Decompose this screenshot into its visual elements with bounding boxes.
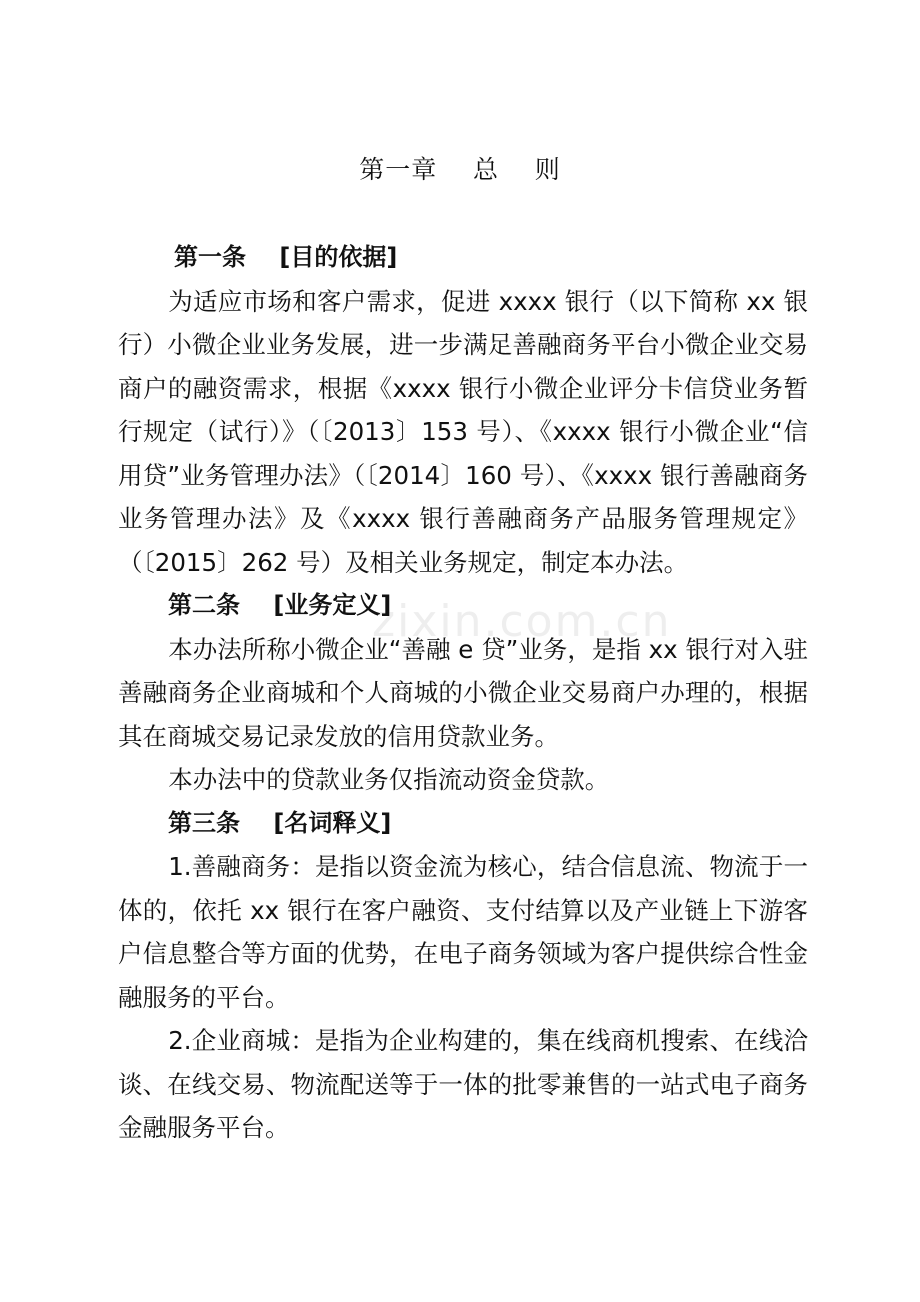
article-2-paragraph: 本办法中的贷款业务仅指流动资金贷款。 [168,765,610,794]
article-2-heading: 第二条 [业务定义] [168,591,392,619]
article-3-paragraph: 2.企业商城：是指为企业构建的，集在线商机搜索、在线洽谈、在线交易、物流配送等于一体的批零兼售的一站式电子商务金融服务平台。 [118,1026,808,1142]
watermark: zixin.com.cn [372,596,672,647]
article-1-paragraph: 为适应市场和客户需求，促进 xxxx 银行（以下简称 xx 银行）小微企业业务发展，进一步满足善融商务平台小微企业交易商户的融资需求，根据《xxxx 银行小微企业评分卡信贷业务暂行规定（试行）》（〔2013〕153 号）、《xxxx 银行小微企业“信用贷”业务管理办法》（〔2014〕160 号）、《xxxx 银行善融商务业务管理办法》及《xxxx 银行善融商务产品服务管理规定》（〔2015〕262 号）及相关业务规定，制定本办法。 [118,286,808,577]
article-1-heading: 第一条 [目的依据] [174,243,398,271]
article-2-paragraph: 本办法所称小微企业“善融 e 贷”业务，是指 xx 银行对入驻善融商务企业商城和个人商城的小微企业交易商户办理的，根据其在商城交易记录发放的信用贷款业务。 [118,634,808,751]
article-3-heading: 第三条 [名词释义] [168,808,392,837]
article-3-paragraph: 1.善融商务：是指以资金流为核心，结合信息流、物流于一体的，依托 xx 银行在客户融资、支付结算以及产业链上下游客户信息整合等方面的优势，在电子商务领域为客户提供综合性金融服务的平台。 [118,852,808,1012]
chapter-title: 第一章 总 则 [359,155,561,184]
document-body [118,236,808,1150]
